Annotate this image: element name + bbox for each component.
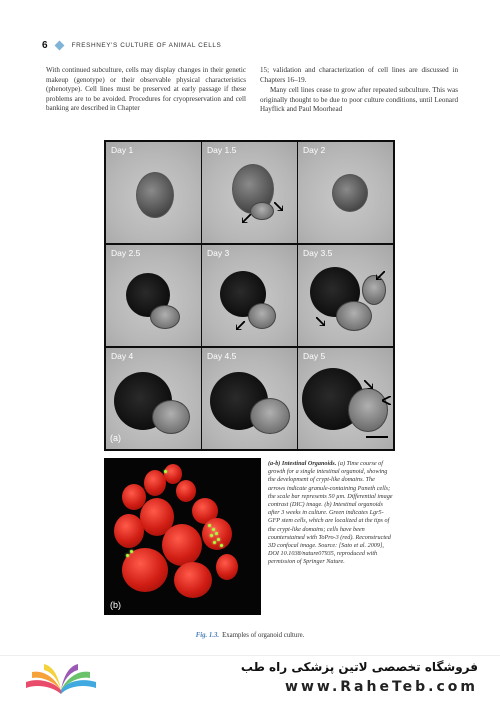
figure-a-label: (a)	[110, 433, 121, 443]
organoid-red-shape	[162, 524, 202, 566]
panel-label: Day 3.5	[303, 248, 333, 258]
banner-url[interactable]: www.RaheTeb.com	[285, 679, 478, 695]
stem-cell-dot	[126, 554, 129, 557]
stem-cell-dot	[217, 538, 220, 541]
organoid-red-shape	[114, 514, 144, 548]
book-logo-icon	[22, 660, 100, 696]
figure-panel-5	[202, 245, 297, 346]
figure-b-confocal-organoids	[104, 458, 261, 615]
panel-label: Day 5	[303, 351, 326, 361]
panel-label: Day 2	[303, 145, 326, 155]
organoid-bud	[250, 202, 274, 220]
organoid-shape	[136, 172, 174, 218]
scale-bar	[366, 436, 388, 438]
panel-label: Day 4.5	[207, 351, 237, 361]
figure-number: Fig. 1.3.	[195, 632, 220, 639]
stem-cell-dot	[220, 544, 223, 547]
organoid-bud	[336, 301, 372, 331]
organoid-red-shape	[174, 562, 212, 598]
arrow-icon	[274, 202, 283, 211]
panel-label: Day 1	[111, 145, 134, 155]
figure-panel-6	[298, 245, 393, 346]
stem-cell-dot	[208, 524, 211, 527]
stem-cell-dot	[130, 550, 133, 553]
stem-cell-dot	[212, 528, 215, 531]
stem-cell-dot	[213, 541, 216, 544]
organoid-bud	[150, 305, 180, 329]
banner-title: فروشگاه تخصصی لاتین پزشکی راه طب	[240, 660, 478, 674]
legend-title: (a-b) Intestinal Organoids.	[268, 460, 337, 467]
arrow-icon	[382, 396, 391, 405]
figure-panel-9	[298, 348, 393, 449]
figure-panel-8	[202, 348, 297, 449]
arrow-icon	[364, 380, 373, 389]
panel-label: Day 2.5	[111, 248, 141, 258]
organoid-red-shape	[216, 554, 238, 580]
organoid-bud	[348, 388, 388, 432]
organoid-red-shape	[176, 480, 196, 502]
stem-cell-dot	[164, 470, 167, 473]
figure-caption	[0, 632, 500, 639]
arrow-icon	[316, 317, 325, 326]
figure-panel-4	[106, 245, 201, 346]
organoid-shape	[332, 174, 368, 212]
figure-a-organoid-timecourse	[104, 140, 395, 451]
stem-cell-dot	[215, 532, 218, 535]
organoid-bud	[248, 303, 276, 329]
legend-text: (a) Time course of growth for a single intestinal organoid, showing the development of crypt-like domains. The arrows indicate granule-containing Paneth cells; the scale bar represents 50 µm. Differential image contrast (DIC) image. (b) Intestinal organoids after 3 weeks in culture. Green indicates Lgr5-GFP stem cells, which are localized at the tips of the crypt-like domains; cells have been counterstained with ToPro-3 (red). Reconstructed 3D confocal image. Source: [Sato et al. 2009], DOI 10.1038/nature07935, reproduced with permission of Springer Nature.	[268, 460, 393, 566]
body-left-column	[46, 66, 246, 114]
page-number: 6	[42, 40, 48, 51]
body-paragraph: Many cell lines cease to grow after repeated subculture. This was originally thought to be due to poor culture conditions, until Leonard Hayflick and Paul Moorhead	[260, 86, 458, 114]
figure-panel-2	[202, 142, 297, 243]
panel-label: Day 3	[207, 248, 230, 258]
arrow-icon	[242, 214, 251, 223]
caption-text: Examples of organoid culture.	[222, 632, 305, 639]
figure-b-label: (b)	[110, 600, 121, 610]
diamond-icon	[54, 41, 64, 51]
figure-legend	[268, 460, 393, 567]
arrow-icon	[376, 271, 385, 280]
panel-label: Day 1.5	[207, 145, 237, 155]
organoid-bud	[250, 398, 290, 434]
body-right-column	[260, 66, 458, 115]
figure-panel-1	[106, 142, 201, 243]
body-paragraph: With continued subculture, cells may display changes in their genetic makeup (genotype) or their observable physical characteristics (phenotype). Cell lines must be preserved at early passage if these problems are to be avoided. Procedures for cryopreservation and cell banking are described in Chapter	[46, 66, 246, 113]
page-header	[42, 40, 221, 51]
figure-panel-3	[298, 142, 393, 243]
panel-label: Day 4	[111, 351, 134, 361]
arrow-icon	[236, 321, 245, 330]
body-paragraph: 15; validation and characterization of cell lines are discussed in Chapters 16–19.	[260, 66, 458, 84]
organoid-bud	[152, 400, 190, 434]
organoid-red-shape	[144, 470, 166, 496]
running-head: FRESHNEY'S CULTURE OF ANIMAL CELLS	[71, 42, 222, 49]
stem-cell-dot	[210, 534, 213, 537]
